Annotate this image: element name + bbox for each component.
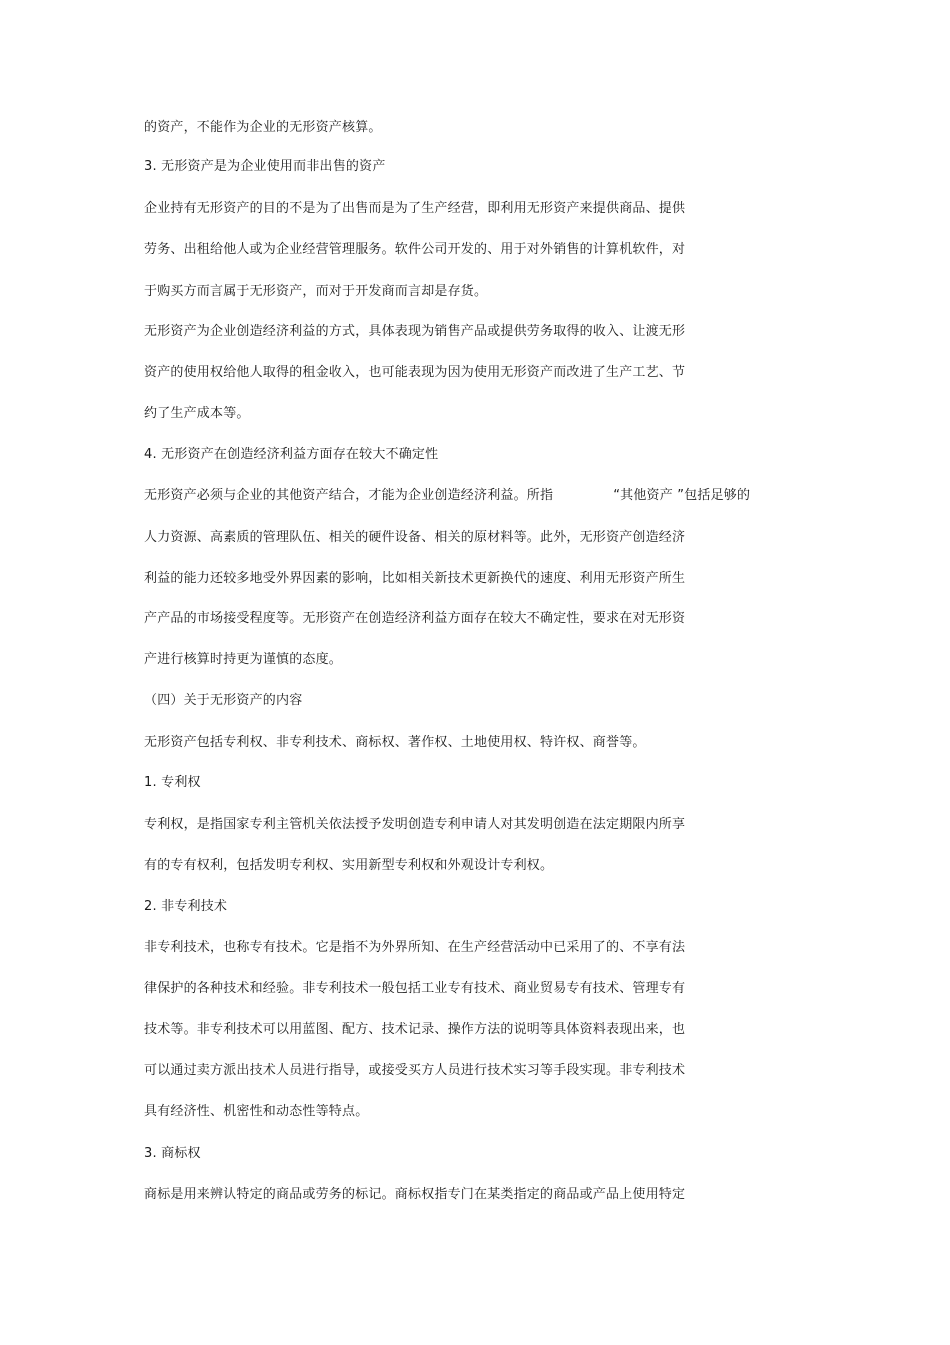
- text-line: 的资产，不能作为企业的无形资产核算。: [144, 120, 382, 135]
- text-segment: 无形资产必须与企业的其他资产结合，才能为企业创造经济利益。所指: [144, 488, 554, 503]
- text-line: [144, 487, 750, 505]
- text-line: 于购买方而言属于无形资产，而对于开发商而言却是存货。: [144, 284, 488, 299]
- text-line: 具有经济性、机密性和动态性等特点。: [144, 1104, 369, 1119]
- text-line: 约了生产成本等。: [144, 406, 250, 421]
- text-line: 人力资源、高素质的管理队伍、相关的硬件设备、相关的原材料等。此外，无形资产创造经济: [144, 530, 686, 545]
- text-segment: “其他资产 ”包括足够的: [613, 488, 751, 503]
- section-heading: 3. 商标权: [144, 1146, 201, 1161]
- text-line: 技术等。非专利技术可以用蓝图、配方、技术记录、操作方法的说明等具体资料表现出来，也: [144, 1022, 686, 1037]
- text-line: 无形资产包括专利权、非专利技术、商标权、著作权、土地使用权、特许权、商誉等。: [144, 735, 646, 750]
- text-line: 非专利技术，也称专有技术。它是指不为外界所知、在生产经营活动中已采用了的、不享有法: [144, 940, 686, 955]
- text-line: 产进行核算时持更为谨慎的态度。: [144, 652, 343, 667]
- section-heading: 4. 无形资产在创造经济利益方面存在较大不确定性: [144, 447, 439, 462]
- text-line: 无形资产为企业创造经济利益的方式，具体表现为销售产品或提供劳务取得的收入、让渡无形: [144, 324, 686, 339]
- text-line: 劳务、出租给他人或为企业经营管理服务。软件公司开发的、用于对外销售的计算机软件，对: [144, 242, 686, 257]
- text-line: 专利权，是指国家专利主管机关依法授予发明创造专利申请人对其发明创造在法定期限内所享: [144, 817, 686, 832]
- section-heading: 2. 非专利技术: [144, 899, 228, 914]
- text-line: 资产的使用权给他人取得的租金收入，也可能表现为因为使用无形资产而改进了生产工艺、节: [144, 365, 686, 380]
- text-line: 企业持有无形资产的目的不是为了出售而是为了生产经营，即利用无形资产来提供商品、提供: [144, 201, 686, 216]
- text-line: 可以通过卖方派出技术人员进行指导，或接受买方人员进行技术实习等手段实现。非专利技术: [144, 1063, 686, 1078]
- text-line: 商标是用来辨认特定的商品或劳务的标记。商标权指专门在某类指定的商品或产品上使用特定: [144, 1187, 686, 1202]
- text-line: 有的专有权利，包括发明专利权、实用新型专利权和外观设计专利权。: [144, 858, 554, 873]
- text-line: 产产品的市场接受程度等。无形资产在创造经济利益方面存在较大不确定性，要求在对无形资: [144, 611, 686, 626]
- text-line: 利益的能力还较多地受外界因素的影响，比如相关新技术更新换代的速度、利用无形资产所生: [144, 571, 686, 586]
- text-line: 律保护的各种技术和经验。非专利技术一般包括工业专有技术、商业贸易专有技术、管理专有: [144, 981, 686, 996]
- section-heading: （四）关于无形资产的内容: [144, 693, 303, 708]
- section-heading: 3. 无形资产是为企业使用而非出售的资产: [144, 159, 386, 174]
- section-heading: 1. 专利权: [144, 775, 201, 790]
